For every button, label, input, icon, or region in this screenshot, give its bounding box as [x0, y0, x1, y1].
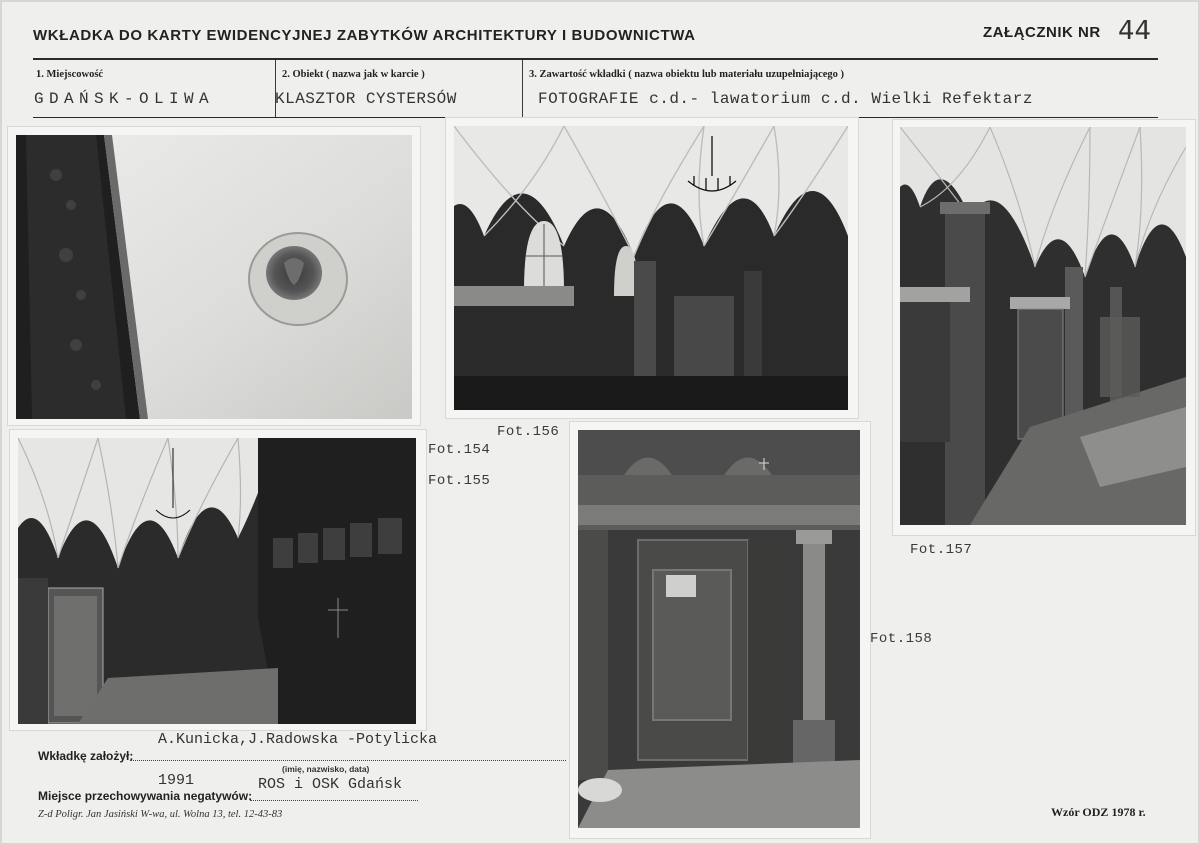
annex-number: 44 [1118, 16, 1152, 46]
locality-label: 1. Miejscowość [36, 69, 104, 80]
annex-label: ZAŁĄCZNIK NR [983, 24, 1101, 41]
printer-imprint: Z-d Poligr. Jan Jasiński W-wa, ul. Wolna 13, tel. 12-43-83 [38, 809, 283, 820]
photo-158-label: Fot.158 [870, 631, 933, 647]
storage-dotted-line [250, 800, 418, 801]
photo-157-image [900, 127, 1186, 525]
template-version: Wzór ODZ 1978 r. [1051, 805, 1146, 819]
founder-dotted-line [130, 760, 566, 761]
field-divider-1 [275, 60, 276, 117]
photo-154-image [16, 135, 412, 419]
year-value: 1991 [158, 772, 195, 789]
founder-value: A.Kunicka,J.Radowska -Potylicka [158, 731, 438, 748]
photo-158-image [578, 430, 860, 828]
photo-154 [8, 127, 420, 425]
photo-157 [893, 120, 1195, 535]
object-label: 2. Obiekt ( nazwa jak w karcie ) [282, 69, 425, 80]
photo-154-label: Fot.154 [428, 442, 491, 458]
object-value: KLASZTOR CYSTERSÓW [275, 90, 457, 108]
photo-156 [446, 118, 858, 418]
form-title: WKŁADKA DO KARTY EWIDENCYJNEJ ZABYTKÓW ARCHITEKTURY I BUDOWNICTWA [33, 27, 696, 44]
contents-label: 3. Zawartość wkładki ( nazwa obiektu lub materiału uzupełniającego ) [529, 69, 845, 80]
storage-value: ROS i OSK Gdańsk [258, 776, 403, 793]
field-divider-2 [522, 60, 523, 117]
photo-156-label: Fot.156 [497, 424, 560, 440]
photo-155 [10, 430, 426, 730]
contents-value: FOTOGRAFIE c.d.- lawatorium c.d. Wielki Refektarz [538, 90, 1033, 108]
photo-157-label: Fot.157 [910, 542, 973, 558]
storage-label: Miejsce przechowywania negatywów: [38, 789, 253, 803]
photo-155-image [18, 438, 416, 724]
photo-156-image [454, 126, 848, 410]
locality-value: GDAŃSK-OLIWA [34, 90, 215, 108]
photo-155-label: Fot.155 [428, 473, 491, 489]
founder-label: Wkładkę założył: [38, 749, 134, 763]
header-top-rule [33, 58, 1158, 60]
founder-hint: (imię, nazwisko, data) [282, 764, 370, 774]
photo-158 [570, 422, 870, 838]
